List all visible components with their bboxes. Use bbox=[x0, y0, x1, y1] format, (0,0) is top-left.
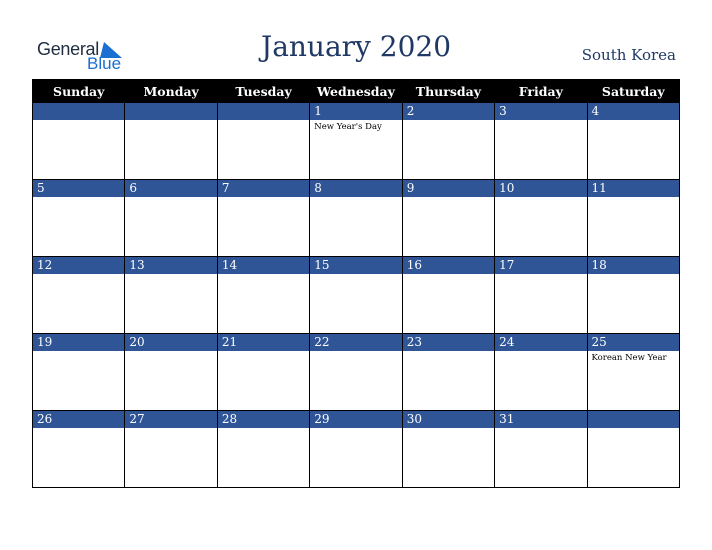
logo-word-general: General bbox=[37, 39, 99, 59]
day-cell bbox=[217, 180, 309, 257]
day-number: 21 bbox=[218, 334, 309, 351]
day-number: 19 bbox=[33, 334, 124, 351]
day-number: 27 bbox=[125, 411, 216, 428]
day-number: 20 bbox=[125, 334, 216, 351]
week-row bbox=[33, 103, 680, 180]
week-row bbox=[33, 257, 680, 334]
day-number: 28 bbox=[218, 411, 309, 428]
day-cell bbox=[217, 103, 309, 180]
day-cell bbox=[587, 180, 679, 257]
day-cell bbox=[495, 334, 587, 411]
day-cell bbox=[217, 257, 309, 334]
day-number: 18 bbox=[588, 257, 679, 274]
day-number bbox=[588, 411, 679, 428]
day-cell bbox=[310, 257, 402, 334]
day-cell bbox=[125, 411, 217, 488]
day-cell bbox=[33, 180, 125, 257]
day-number: 14 bbox=[218, 257, 309, 274]
day-number: 29 bbox=[310, 411, 401, 428]
day-number: 10 bbox=[495, 180, 586, 197]
day-number: 15 bbox=[310, 257, 401, 274]
day-cell bbox=[125, 103, 217, 180]
weekday-header: Sunday bbox=[33, 80, 125, 103]
calendar-grid bbox=[32, 79, 680, 488]
day-cell bbox=[402, 180, 494, 257]
day-number: 9 bbox=[403, 180, 494, 197]
day-cell bbox=[33, 103, 125, 180]
weekday-header: Friday bbox=[495, 80, 587, 103]
day-number: 13 bbox=[125, 257, 216, 274]
day-number: 22 bbox=[310, 334, 401, 351]
day-number: 24 bbox=[495, 334, 586, 351]
page-title: January 2020 bbox=[260, 30, 452, 63]
logo-word-blue: Blue bbox=[87, 54, 122, 73]
day-cell bbox=[495, 411, 587, 488]
day-cell bbox=[402, 103, 494, 180]
weekday-header: Wednesday bbox=[310, 80, 402, 103]
day-number: 4 bbox=[588, 103, 679, 120]
day-cell bbox=[217, 334, 309, 411]
day-number: 23 bbox=[403, 334, 494, 351]
day-cell bbox=[310, 180, 402, 257]
day-cell bbox=[402, 411, 494, 488]
day-number bbox=[218, 103, 309, 120]
day-number: 8 bbox=[310, 180, 401, 197]
day-cell bbox=[587, 411, 679, 488]
day-number: 6 bbox=[125, 180, 216, 197]
day-cell bbox=[495, 257, 587, 334]
day-number: 31 bbox=[495, 411, 586, 428]
day-number: 5 bbox=[33, 180, 124, 197]
day-cell bbox=[125, 334, 217, 411]
day-number: 30 bbox=[403, 411, 494, 428]
day-cell bbox=[33, 411, 125, 488]
day-number: 2 bbox=[403, 103, 494, 120]
day-cell bbox=[310, 103, 402, 180]
day-number bbox=[33, 103, 124, 120]
day-number: 25 bbox=[588, 334, 679, 351]
day-number: 11 bbox=[588, 180, 679, 197]
day-cell bbox=[125, 257, 217, 334]
day-number: 12 bbox=[33, 257, 124, 274]
day-cell bbox=[33, 257, 125, 334]
country-label: South Korea bbox=[581, 46, 676, 64]
day-cell bbox=[125, 180, 217, 257]
weekday-header: Tuesday bbox=[217, 80, 309, 103]
day-cell bbox=[402, 334, 494, 411]
week-row bbox=[33, 411, 680, 488]
day-cell bbox=[495, 103, 587, 180]
day-cell bbox=[587, 334, 679, 411]
day-number: 7 bbox=[218, 180, 309, 197]
day-cell bbox=[310, 411, 402, 488]
week-row bbox=[33, 180, 680, 257]
day-number: 26 bbox=[33, 411, 124, 428]
weekday-header: Thursday bbox=[402, 80, 494, 103]
day-cell bbox=[495, 180, 587, 257]
day-cell bbox=[310, 334, 402, 411]
day-number: 17 bbox=[495, 257, 586, 274]
week-row bbox=[33, 334, 680, 411]
day-number: 3 bbox=[495, 103, 586, 120]
weekday-header-row bbox=[33, 80, 680, 103]
day-cell bbox=[217, 411, 309, 488]
day-number: 1 bbox=[310, 103, 401, 120]
weekday-header: Monday bbox=[125, 80, 217, 103]
day-cell bbox=[33, 334, 125, 411]
day-cell bbox=[587, 103, 679, 180]
holiday-label: Korean New Year bbox=[591, 353, 667, 363]
day-number bbox=[125, 103, 216, 120]
calendar-body bbox=[33, 103, 680, 488]
day-cell bbox=[587, 257, 679, 334]
day-cell bbox=[402, 257, 494, 334]
holiday-label: New Year's Day bbox=[314, 122, 382, 132]
day-number: 16 bbox=[403, 257, 494, 274]
weekday-header: Saturday bbox=[587, 80, 679, 103]
